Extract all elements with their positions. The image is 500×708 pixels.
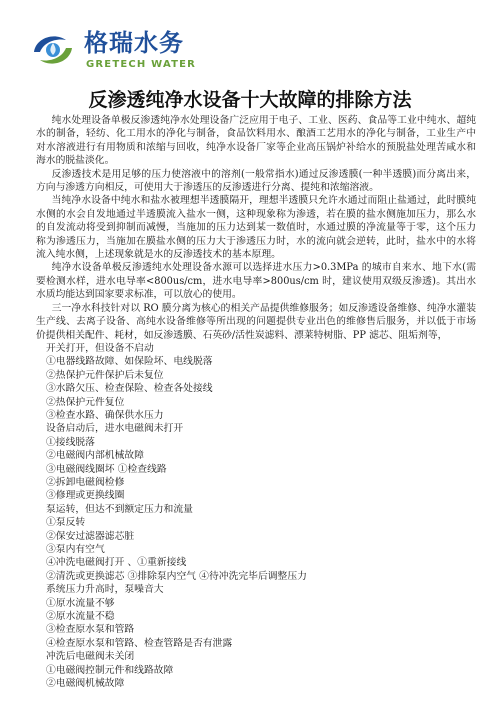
list-item: ②电磁阀机械故障: [46, 678, 125, 690]
paragraph-water-source: 纯净水设备单极反渗透纯水处理设备水源可以选择进水压力>0.3MPa 的城市自来水、地下水(需要检测水样，进水电导率<800us/cm，进水电导率>800us/cm 时，建议使用双级反渗透)。其出水水质均能达到国家要求标准，可以放心的使用。: [36, 262, 476, 301]
list-item: ③检查原水泵和管路: [46, 624, 135, 636]
list-item: ②电磁阀内部机械故障: [46, 450, 144, 462]
fault-list: [36, 342, 476, 691]
list-item: ③检查水路、确保供水压力: [46, 409, 164, 421]
list-item: ②热保护元件复位: [46, 396, 125, 408]
logo-english-name: GRETECH WATER: [86, 59, 197, 70]
list-item: 冲洗后电磁阀未关闭: [46, 651, 135, 663]
list-item: ②拆卸电磁阀检修: [46, 476, 125, 488]
logo-chinese-name: 格瑞水务: [84, 29, 184, 57]
list-item: ①电器线路故障、如保险坏、电线脱落: [46, 356, 213, 368]
list-item: ②保安过滤器滤芯脏: [46, 530, 135, 542]
paragraph-intro: 纯水处理设备单极反渗透纯净水处理设备广泛应用于电子、工业、医药、食品等工业中纯水、超纯水的制备，轻纺、化工用水的净化与制备，食品饮料用水、酿酒工艺用水的净化与制备，工业生产中对水溶液进行有用物质和浓缩与回收，纯净水设备厂家等企业高压锅炉补给水的预脱盐处理苦咸水和海水的脱盐淡化。: [36, 115, 476, 167]
list-item: ③电磁阀线圈坏 ①检查线路: [46, 463, 167, 475]
list-item: 开关打开，但设备不启动: [46, 342, 154, 354]
list-item: ③泵内有空气: [46, 544, 105, 555]
list-item: ①原水流量不够: [46, 597, 115, 609]
list-item: 泵运转，但达不到额定压力和流量: [46, 503, 193, 515]
paragraph-ro-definition: 反渗透技术是用足够的压力使溶液中的溶剂(一般常指水)通过反渗透膜(一种半透膜)而分离出来，方向与渗透方向相反，可使用大于渗透压的反渗透进行分离、提纯和浓缩溶液。: [36, 168, 476, 194]
list-item: ④检查原水泵和管路、检查管路是否有泄露: [46, 637, 233, 649]
header: [0, 0, 500, 80]
list-item: ①接线脱落: [46, 436, 95, 448]
list-item: ④冲洗电磁阀打开 、①重新接线: [46, 557, 187, 569]
list-item: ③水路欠压、检查保险、检查各处接线: [46, 383, 213, 395]
paragraph-ro-principle: 当纯净水设备中纯水和盐水被理想半透膜隔开，理想半透膜只允许水通过而阻止盐通过，此时膜纯水侧的水会自发地通过半透膜流入盐水一侧，这种现象称为渗透，若在膜的盐水侧施加压力，那么水的自发流动将受到抑制而减慢，当施加的压力达到某一数值时，水通过膜的净流量等于零，这个压力称为渗透压力，当施加在膜盐水侧的压力大于渗透压力时，水的流向就会逆转，此时，盐水中的水将流入纯水侧，上述现象就是水的反渗透技术的基本原理。: [36, 195, 476, 261]
list-item: ②清洗或更换滤芯 ③排除泵内空气 ④待冲洗完毕后调整压力: [46, 570, 307, 582]
water-drop-logo-icon: [30, 30, 76, 70]
list-item: ②原水流量不稳: [46, 611, 115, 623]
page-title: 反渗透纯净水设备十大故障的排除方法: [88, 89, 412, 111]
list-item: ①泵反转: [46, 517, 86, 529]
paragraph-service: 三一净水科技针对以 RO 膜分离为核心的相关产品提供维修服务；如反渗透设备维修、纯净水灌装生产线、去离子设备、高纯水设备维修等所出现的问题提供专业出色的维修售后服务，并以低于市场价提供相关配件、耗材，如反渗透膜、石英砂/活性炭滤料、漂莱特树脂、PP 滤芯、阻垢剂等，: [36, 302, 476, 341]
document-body: [36, 114, 476, 690]
list-item: ③修理或更换线圈: [46, 490, 125, 502]
list-item: ②热保护元件保护后未复位: [46, 369, 164, 381]
list-item: 设备启动后，进水电磁阀未打开: [46, 423, 184, 435]
list-item: 系统压力升高时，泵噪音大: [46, 584, 164, 596]
list-item: ①电磁阀控制元件和线路故障: [46, 664, 174, 676]
